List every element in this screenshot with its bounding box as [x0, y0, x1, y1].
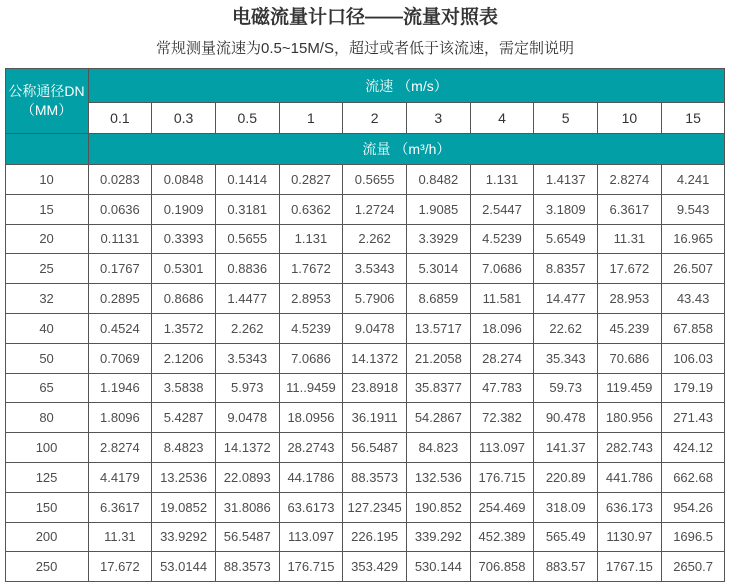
flow-value-cell: 22.0893 — [215, 462, 279, 492]
velocity-value-cell: 0.3 — [152, 103, 216, 134]
flow-value-cell: 0.5301 — [152, 254, 216, 284]
flow-value-cell: 88.3573 — [215, 552, 279, 582]
velocity-value-cell: 1 — [279, 103, 343, 134]
flow-value-cell: 0.2827 — [279, 165, 343, 195]
flow-value-cell: 1130.97 — [598, 522, 662, 552]
flow-value-cell: 13.5717 — [406, 313, 470, 343]
flow-value-cell: 5.973 — [215, 373, 279, 403]
flow-value-cell: 954.26 — [661, 492, 725, 522]
flow-value-cell: 452.389 — [470, 522, 534, 552]
table-row — [5, 224, 725, 254]
velocity-header-cell: 流速 （m/s） — [88, 69, 725, 103]
flow-value-cell: 706.858 — [470, 552, 534, 582]
dn-cell: 150 — [5, 492, 88, 522]
table-row — [5, 373, 725, 403]
flow-value-cell: 35.343 — [534, 343, 598, 373]
corner-line2: （MM） — [20, 102, 73, 118]
flow-value-cell: 179.19 — [661, 373, 725, 403]
flow-value-cell: 16.965 — [661, 224, 725, 254]
table-row — [5, 522, 725, 552]
flow-value-cell: 11..9459 — [279, 373, 343, 403]
velocity-values-row — [5, 103, 725, 134]
flow-value-cell: 424.12 — [661, 433, 725, 463]
flow-value-cell: 26.507 — [661, 254, 725, 284]
dn-cell: 200 — [5, 522, 88, 552]
flow-value-cell: 353.429 — [343, 552, 407, 582]
flow-header-cell: 流量 （m³/h） — [88, 134, 725, 165]
flow-value-cell: 662.68 — [661, 462, 725, 492]
flow-value-cell: 883.57 — [534, 552, 598, 582]
corner-line1: 公称通径DN — [8, 83, 85, 99]
flow-value-cell: 1.8096 — [88, 403, 152, 433]
flow-value-cell: 1.2724 — [343, 194, 407, 224]
flow-value-cell: 17.672 — [88, 552, 152, 582]
flow-value-cell: 0.1909 — [152, 194, 216, 224]
flow-value-cell: 0.3393 — [152, 224, 216, 254]
flow-value-cell: 13.2536 — [152, 462, 216, 492]
flow-value-cell: 2.8274 — [598, 165, 662, 195]
dn-cell: 125 — [5, 462, 88, 492]
flow-value-cell: 119.459 — [598, 373, 662, 403]
flow-value-cell: 1.131 — [279, 224, 343, 254]
flow-value-cell: 7.0686 — [279, 343, 343, 373]
flow-value-cell: 45.239 — [598, 313, 662, 343]
flow-value-cell: 59.73 — [534, 373, 598, 403]
dn-cell: 250 — [5, 552, 88, 582]
flow-value-cell: 3.5343 — [215, 343, 279, 373]
velocity-value-cell: 10 — [598, 103, 662, 134]
flow-value-cell: 127.2345 — [343, 492, 407, 522]
dn-cell: 10 — [5, 165, 88, 195]
flow-value-cell: 113.097 — [279, 522, 343, 552]
dn-cell: 100 — [5, 433, 88, 463]
flow-value-cell: 9.0478 — [215, 403, 279, 433]
flow-value-cell: 36.1911 — [343, 403, 407, 433]
flow-value-cell: 0.2895 — [88, 284, 152, 314]
table-row — [5, 403, 725, 433]
flow-value-cell: 8.6859 — [406, 284, 470, 314]
page-title: 电磁流量计口径——流量对照表 — [231, 7, 498, 28]
flow-value-cell: 4.4179 — [88, 462, 152, 492]
flow-value-cell: 0.5655 — [215, 224, 279, 254]
flow-value-cell: 0.4524 — [88, 313, 152, 343]
flow-value-cell: 1.4137 — [534, 165, 598, 195]
flow-value-cell: 90.478 — [534, 403, 598, 433]
flow-value-cell: 3.1809 — [534, 194, 598, 224]
flow-value-cell: 1.1946 — [88, 373, 152, 403]
table-row — [5, 462, 725, 492]
flow-value-cell: 0.0848 — [152, 165, 216, 195]
flow-label-left-cell — [5, 134, 88, 165]
flow-value-cell: 19.0852 — [152, 492, 216, 522]
flow-value-cell: 56.5487 — [343, 433, 407, 463]
flow-value-cell: 63.6173 — [279, 492, 343, 522]
dn-cell: 80 — [5, 403, 88, 433]
flow-value-cell: 1.4477 — [215, 284, 279, 314]
flow-value-cell: 176.715 — [470, 462, 534, 492]
flow-value-cell: 2.8953 — [279, 284, 343, 314]
flow-value-cell: 254.469 — [470, 492, 534, 522]
velocity-value-cell: 5 — [534, 103, 598, 134]
corner-header-cell — [5, 69, 88, 134]
flow-value-cell: 4.5239 — [279, 313, 343, 343]
flow-value-cell: 220.89 — [534, 462, 598, 492]
flow-value-cell: 0.5655 — [343, 165, 407, 195]
flow-value-cell: 70.686 — [598, 343, 662, 373]
flow-value-cell: 11.31 — [88, 522, 152, 552]
table-body — [5, 165, 725, 582]
flow-value-cell: 339.292 — [406, 522, 470, 552]
flow-value-cell: 0.3181 — [215, 194, 279, 224]
flow-value-cell: 14.1372 — [215, 433, 279, 463]
flow-value-cell: 0.7069 — [88, 343, 152, 373]
flow-value-cell: 4.241 — [661, 165, 725, 195]
velocity-value-cell: 2 — [343, 103, 407, 134]
flow-value-cell: 33.9292 — [152, 522, 216, 552]
page-subtitle: 常规测量流速为0.5~15M/S，超过或者低于该流速，需定制说明 — [156, 40, 574, 57]
flow-value-cell: 4.5239 — [470, 224, 534, 254]
flow-value-cell: 565.49 — [534, 522, 598, 552]
flow-value-cell: 0.8686 — [152, 284, 216, 314]
flow-value-cell: 0.1767 — [88, 254, 152, 284]
flow-value-cell: 53.0144 — [152, 552, 216, 582]
flow-value-cell: 5.7906 — [343, 284, 407, 314]
flow-value-cell: 176.715 — [279, 552, 343, 582]
flow-value-cell: 11.581 — [470, 284, 534, 314]
flow-value-cell: 0.6362 — [279, 194, 343, 224]
dn-cell: 40 — [5, 313, 88, 343]
flow-value-cell: 141.37 — [534, 433, 598, 463]
flow-value-cell: 21.2058 — [406, 343, 470, 373]
flow-value-cell: 318.09 — [534, 492, 598, 522]
flow-value-cell: 67.858 — [661, 313, 725, 343]
table-row — [5, 492, 725, 522]
flow-value-cell: 3.5838 — [152, 373, 216, 403]
table-row — [5, 552, 725, 582]
flow-value-cell: 530.144 — [406, 552, 470, 582]
flow-value-cell: 43.43 — [661, 284, 725, 314]
flow-value-cell: 636.173 — [598, 492, 662, 522]
dn-cell: 50 — [5, 343, 88, 373]
dn-cell: 25 — [5, 254, 88, 284]
table-row — [5, 194, 725, 224]
flow-value-cell: 8.4823 — [152, 433, 216, 463]
flow-value-cell: 18.096 — [470, 313, 534, 343]
flow-value-cell: 18.0956 — [279, 403, 343, 433]
flow-label-row — [5, 134, 725, 165]
flow-value-cell: 0.0283 — [88, 165, 152, 195]
flow-value-cell: 113.097 — [470, 433, 534, 463]
flow-value-cell: 9.543 — [661, 194, 725, 224]
flow-value-cell: 8.8357 — [534, 254, 598, 284]
flow-value-cell: 88.3573 — [343, 462, 407, 492]
flow-value-cell: 6.3617 — [88, 492, 152, 522]
flow-value-cell: 0.1131 — [88, 224, 152, 254]
table-row — [5, 284, 725, 314]
flow-value-cell: 106.03 — [661, 343, 725, 373]
flow-value-cell: 1.131 — [470, 165, 534, 195]
flow-value-cell: 9.0478 — [343, 313, 407, 343]
velocity-value-cell: 0.5 — [215, 103, 279, 134]
dn-cell: 65 — [5, 373, 88, 403]
flow-value-cell: 1.7672 — [279, 254, 343, 284]
flow-value-cell: 14.1372 — [343, 343, 407, 373]
flow-value-cell: 3.5343 — [343, 254, 407, 284]
flow-value-cell: 14.477 — [534, 284, 598, 314]
flow-value-cell: 72.382 — [470, 403, 534, 433]
flow-value-cell: 84.823 — [406, 433, 470, 463]
flow-value-cell: 23.8918 — [343, 373, 407, 403]
flow-value-cell: 2650.7 — [661, 552, 725, 582]
flow-value-cell: 1767.15 — [598, 552, 662, 582]
flow-value-cell: 5.6549 — [534, 224, 598, 254]
dn-cell: 32 — [5, 284, 88, 314]
dn-cell: 20 — [5, 224, 88, 254]
flow-value-cell: 190.852 — [406, 492, 470, 522]
flow-value-cell: 6.3617 — [598, 194, 662, 224]
flow-value-cell: 0.8482 — [406, 165, 470, 195]
flow-value-cell: 56.5487 — [215, 522, 279, 552]
flow-value-cell: 5.3014 — [406, 254, 470, 284]
flow-value-cell: 441.786 — [598, 462, 662, 492]
flow-value-cell: 2.8274 — [88, 433, 152, 463]
flow-value-cell: 1.3572 — [152, 313, 216, 343]
flow-value-cell: 132.536 — [406, 462, 470, 492]
flow-value-cell: 17.672 — [598, 254, 662, 284]
flow-value-cell: 282.743 — [598, 433, 662, 463]
table-row — [5, 313, 725, 343]
table-row — [5, 433, 725, 463]
table-row — [5, 254, 725, 284]
dn-cell: 15 — [5, 194, 88, 224]
table-header — [5, 69, 725, 165]
velocity-value-cell: 15 — [661, 103, 725, 134]
flow-value-cell: 2.5447 — [470, 194, 534, 224]
flow-value-cell: 3.3929 — [406, 224, 470, 254]
table-row — [5, 165, 725, 195]
velocity-value-cell: 4 — [470, 103, 534, 134]
flow-value-cell: 1.9085 — [406, 194, 470, 224]
flow-value-cell: 47.783 — [470, 373, 534, 403]
velocity-value-cell: 3 — [406, 103, 470, 134]
flow-value-cell: 28.953 — [598, 284, 662, 314]
flow-value-cell: 271.43 — [661, 403, 725, 433]
flow-value-cell: 0.8836 — [215, 254, 279, 284]
flow-value-cell: 28.2743 — [279, 433, 343, 463]
flow-value-cell: 180.956 — [598, 403, 662, 433]
flow-value-cell: 2.262 — [215, 313, 279, 343]
flow-value-cell: 5.4287 — [152, 403, 216, 433]
flow-value-cell: 7.0686 — [470, 254, 534, 284]
flow-value-cell: 0.1414 — [215, 165, 279, 195]
flow-value-cell: 31.8086 — [215, 492, 279, 522]
flow-value-cell: 226.195 — [343, 522, 407, 552]
flow-value-cell: 0.0636 — [88, 194, 152, 224]
table-row — [5, 343, 725, 373]
flow-value-cell: 1696.5 — [661, 522, 725, 552]
velocity-value-cell: 0.1 — [88, 103, 152, 134]
flow-comparison-table — [5, 68, 726, 582]
flow-value-cell: 2.262 — [343, 224, 407, 254]
flow-value-cell: 35.8377 — [406, 373, 470, 403]
flow-value-cell: 28.274 — [470, 343, 534, 373]
flow-value-cell: 2.1206 — [152, 343, 216, 373]
flow-value-cell: 44.1786 — [279, 462, 343, 492]
flow-value-cell: 11.31 — [598, 224, 662, 254]
flow-value-cell: 54.2867 — [406, 403, 470, 433]
flow-value-cell: 22.62 — [534, 313, 598, 343]
velocity-label-row — [5, 69, 725, 103]
